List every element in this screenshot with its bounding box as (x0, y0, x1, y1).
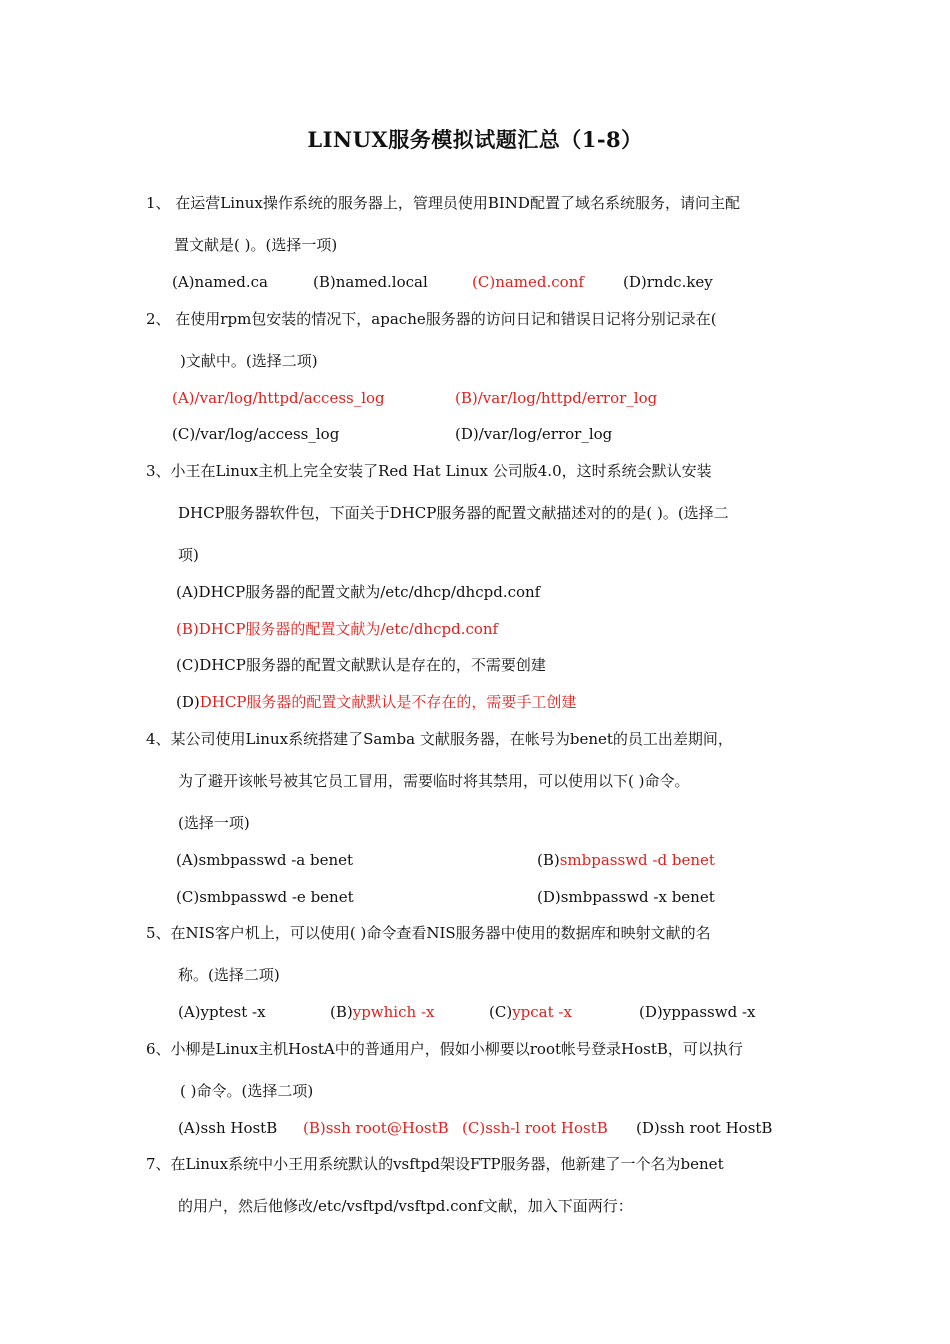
question-1-option-a: (A)named.ca (172, 273, 268, 291)
question-7-stem-line-2: 的用户，然后他修改/etc/vsftpd/vsftpd.conf文献，加入下面两行： (178, 1197, 633, 1215)
question-3-option-b: (B)DHCP服务器的配置文献为/etc/dhcpd.conf (176, 620, 499, 638)
question-5-option-a: (A)yptest -x (178, 1003, 266, 1021)
question-5-option-d: (D)yppasswd -x (639, 1003, 756, 1021)
question-7-stem-line-1: 7、在Linux系统中小王用系统默认的vsftpd架设FTP服务器，他新建了一个名为benet (146, 1155, 724, 1173)
question-6-option-b: (B)ssh root@HostB (303, 1119, 449, 1137)
question-2-option-b: (B)/var/log/httpd/error_log (455, 389, 658, 407)
question-5-option-c: (C)ypcat -x (489, 1003, 572, 1021)
question-4-stem-line-2: 为了避开该帐号被其它员工冒用，需要临时将其禁用，可以使用以下( )命令。 (178, 772, 690, 790)
question-1-stem-line-1: 1、 在运营Linux操作系统的服务器上，管理员使用BIND配置了域名系统服务，请问主配 (146, 194, 740, 212)
question-3-option-d: (D)DHCP服务器的配置文献默认是不存在的，需要手工创建 (176, 693, 577, 711)
question-2-option-c: (C)/var/log/access_log (172, 425, 340, 443)
question-6-option-d: (D)ssh root HostB (636, 1119, 773, 1137)
question-1-option-d: (D)rndc.key (623, 273, 713, 291)
question-3-option-a: (A)DHCP服务器的配置文献为/etc/dhcp/dhcpd.conf (176, 583, 541, 601)
question-3-option-c: (C)DHCP服务器的配置文献默认是存在的，不需要创建 (176, 656, 546, 674)
question-4-stem-line-1: 4、某公司使用Linux系统搭建了Samba 文献服务器，在帐号为benet的员工出差期间， (146, 730, 733, 748)
question-6-stem-line-2: ( )命令。(选择二项) (180, 1082, 314, 1100)
question-6-stem-line-1: 6、小柳是Linux主机HostA中的普通用户，假如小柳要以root帐号登录HostB，可以执行 (146, 1040, 743, 1058)
question-6-option-a: (A)ssh HostB (178, 1119, 278, 1137)
question-2-stem-line-2: )文献中。(选择二项) (180, 352, 318, 370)
question-4-option-a: (A)smbpasswd -a benet (176, 851, 354, 869)
question-5-stem-line-2: 称。(选择二项) (178, 966, 280, 984)
question-1-option-c: (C)named.conf (472, 273, 584, 291)
page-title: LINUX服务模拟试题汇总（1-8） (307, 127, 643, 152)
question-4-option-c: (C)smbpasswd -e benet (176, 888, 354, 906)
question-2-option-d: (D)/var/log/error_log (455, 425, 613, 443)
question-5-stem-line-1: 5、在NIS客户机上，可以使用( )命令查看NIS服务器中使用的数据库和映射文献的名 (146, 924, 711, 942)
question-6-option-c: (C)ssh-l root HostB (462, 1119, 608, 1137)
question-5-option-b: (B)ypwhich -x (330, 1003, 435, 1021)
question-2-stem-line-1: 2、 在使用rpm包安装的情况下，apache服务器的访问日记和错误日记将分别记录在( (146, 310, 717, 328)
question-1-stem-line-2: 置文献是( )。(选择一项) (174, 236, 338, 254)
question-4-stem-line-3: (选择一项) (178, 814, 250, 832)
question-3-stem-line-1: 3、小王在Linux主机上完全安装了Red Hat Linux 公司版4.0，这时系统会默认安装 (146, 462, 712, 480)
question-2-option-a: (A)/var/log/httpd/access_log (172, 389, 385, 407)
question-4-option-d: (D)smbpasswd -x benet (537, 888, 715, 906)
question-3-stem-line-3: 项) (178, 546, 199, 564)
question-3-stem-line-2: DHCP服务器软件包，下面关于DHCP服务器的配置文献描述对的的是( )。(选择二 (178, 504, 729, 522)
question-4-option-b: (B)smbpasswd -d benet (537, 851, 715, 869)
question-1-option-b: (B)named.local (313, 273, 428, 291)
